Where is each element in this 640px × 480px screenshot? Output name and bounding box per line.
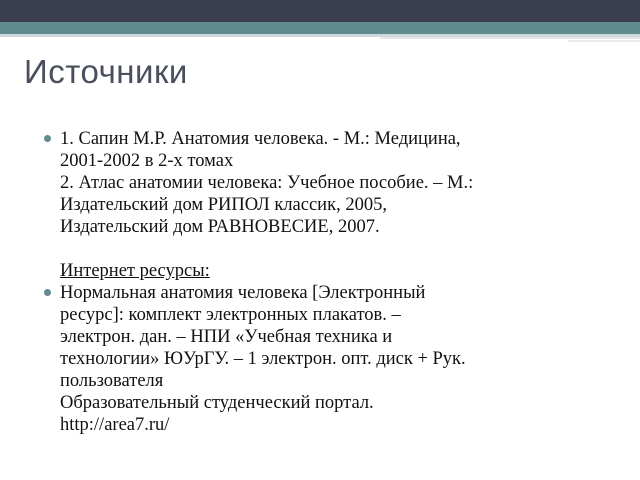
spacer (60, 238, 614, 260)
bullet-icon (44, 135, 51, 142)
header-accent-line-short (568, 40, 640, 42)
bullet-icon (44, 289, 51, 296)
internet-resources-heading: Интернет ресурсы: (60, 261, 210, 281)
sources-list (44, 128, 614, 436)
source-line: Издательский дом РАВНОВЕСИЕ, 2007. (60, 217, 380, 237)
header-accent-line (380, 37, 640, 39)
list-item (44, 282, 614, 436)
source-line: 2001-2002 в 2-х томах (60, 151, 234, 171)
portal-link[interactable]: http://area7.ru/ (60, 415, 170, 435)
source-line: 1. Сапин М.Р. Анатомия человека. - М.: Медицина, (60, 129, 461, 149)
list-item (44, 128, 614, 282)
source-line: 2. Атлас анатомии человека: Учебное пособие. – М.: (60, 173, 474, 193)
portal-name: Образовательный студенческий портал. (60, 393, 374, 413)
source-line: Нормальная анатомия человека [Электронный (60, 283, 426, 303)
source-line: пользователя (60, 371, 164, 391)
header-accent-band (0, 22, 640, 34)
source-line: ресурс]: комплект электронных плакатов. – (60, 305, 401, 325)
source-line: электрон. дан. – НПИ «Учебная техника и (60, 327, 393, 347)
source-line: технологии» ЮУрГУ. – 1 электрон. опт. диск + Рук. (60, 349, 466, 369)
slide-title: Источники (24, 53, 188, 90)
source-line: Издательский дом РИПОЛ классик, 2005, (60, 195, 387, 215)
header-dark-band (0, 0, 640, 22)
